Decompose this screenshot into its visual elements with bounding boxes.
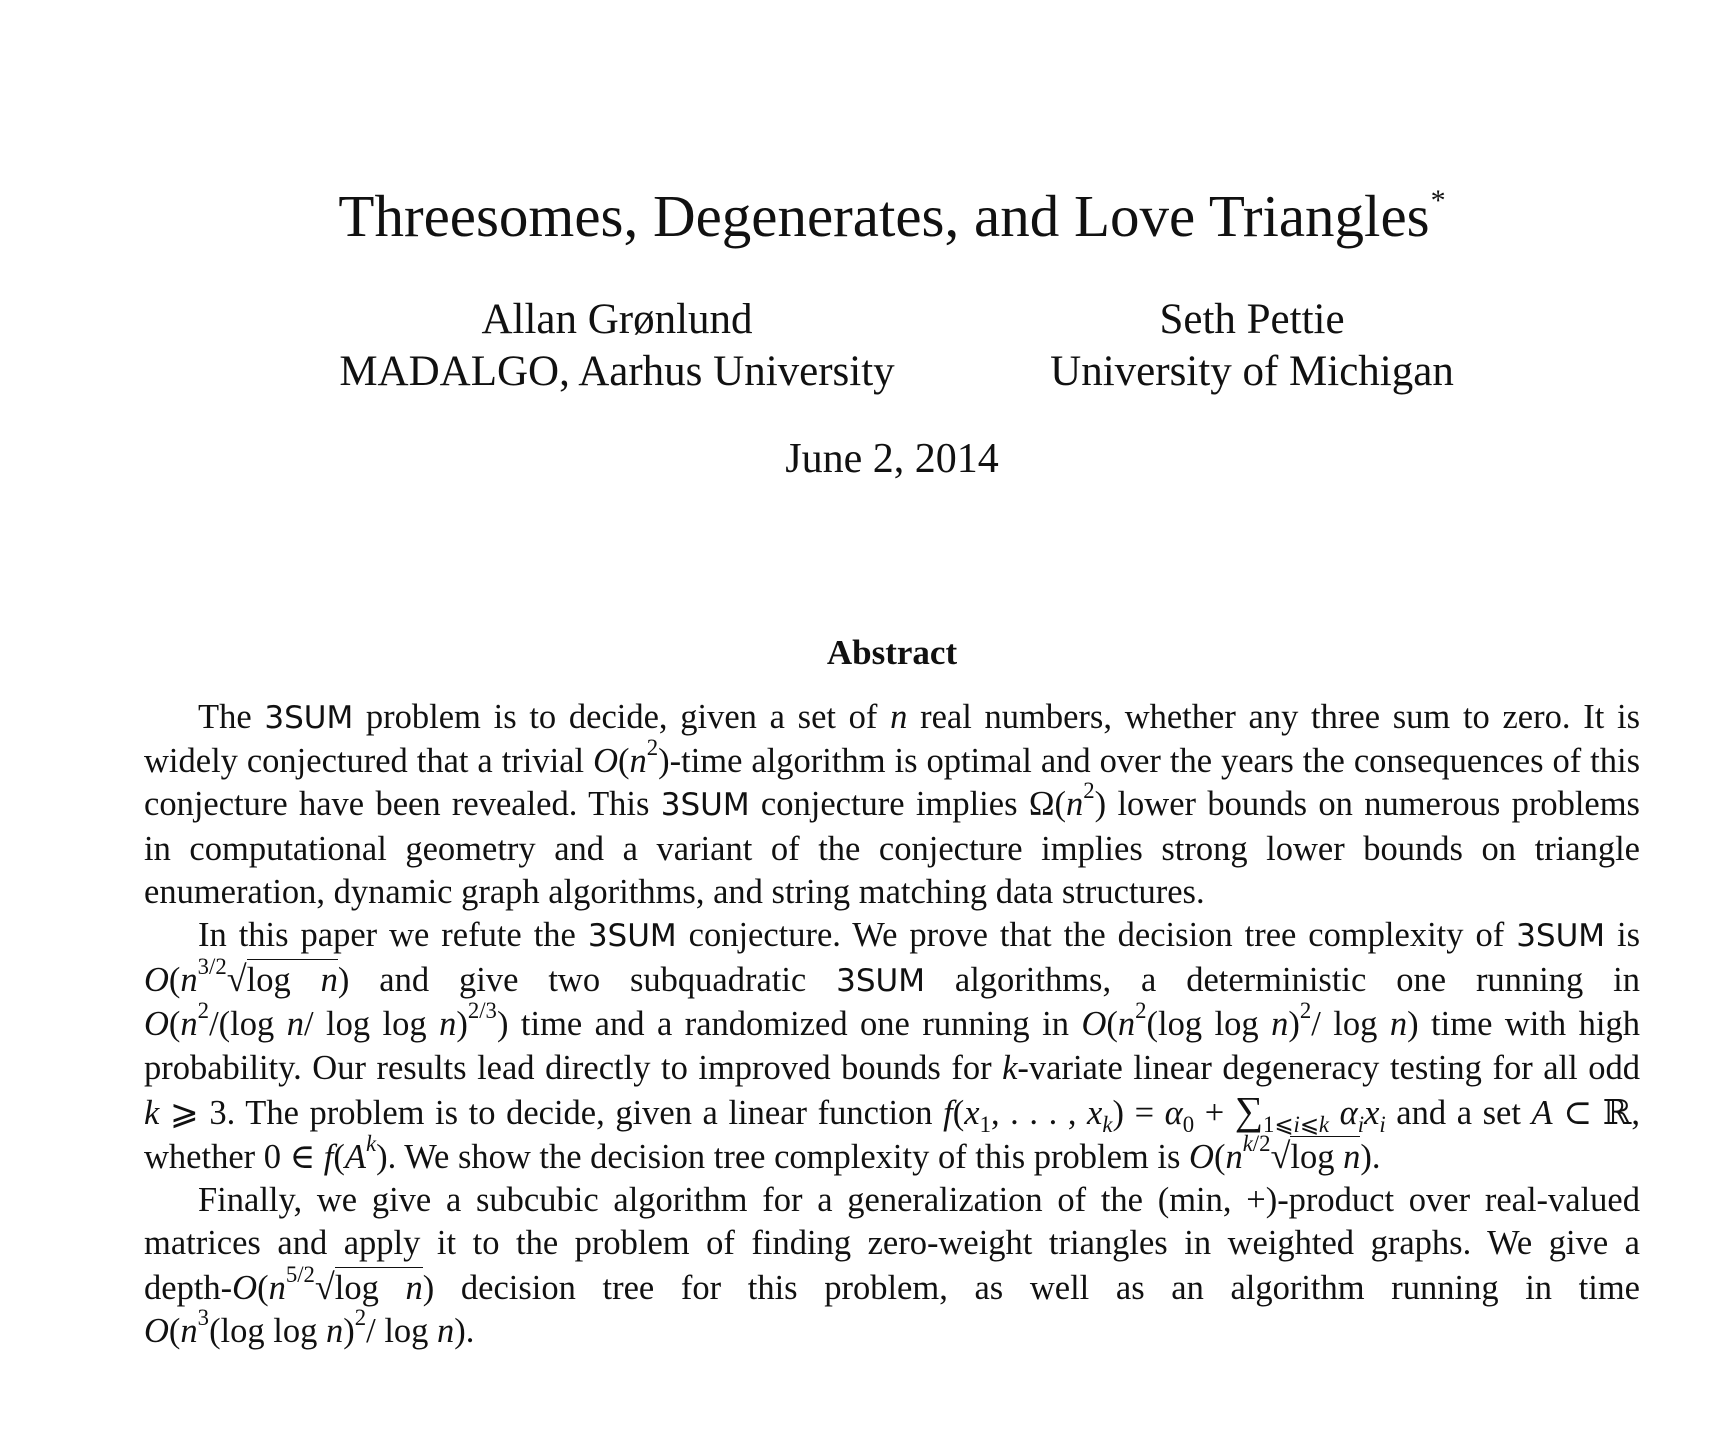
abstract-heading: Abstract — [826, 633, 958, 672]
abstract-body — [144, 696, 1640, 1353]
abstract-paragraph: Finally, we give a subcubic algorithm for a generalization of the (min, +)-product over real-valued matrices and apply it to the problem of finding zero-weight triangles in weighted graphs. We give a depth-$O(n^{5/2}√\log$ n) decision tree for this problem, as well as an algorithm running in time $O(n^3(\log$ log n)$^2$/ log n). — [144, 1181, 1640, 1350]
author-name: Seth Pettie — [1159, 296, 1345, 343]
paper-title-text: Threesomes, Degenerates, and Love Triangles — [338, 183, 1430, 249]
title-footnote-mark: * — [1430, 184, 1446, 217]
author-block-2 — [912, 294, 1592, 398]
author-affiliation: University of Michigan — [1050, 348, 1454, 395]
abstract-paragraph: The 3SUM problem is to decide, given a set of n real numbers, whether any three sum to zero. It is widely conjectured that a trivial $O(n^2)$-time algorithm is optimal and over the years the consequences of this conjecture have been revealed. This 3SUM conjecture implies $\Omega(n^2)$ lower bounds on numerous problems in computational geometry and a variant of the conjecture implies strong lower bounds on triangle enumeration, dynamic graph algorithms, and string matching data structures. — [144, 698, 1641, 911]
author-affiliation: MADALGO, Aarhus University — [339, 348, 895, 395]
author-name: Allan Grønlund — [481, 296, 753, 343]
abstract-paragraph: In this paper we refute the 3SUM conjecture. We prove that the decision tree complexity of 3SUM is $O(n^{3/2}√\log$ n) and give two subquadratic 3SUM algorithms, a deterministic one running in $O(n^2/(\log$ n/ log log n)$^{2/3}$) time and a randomized one running in $O(n^2(\log$ log n)$^2$/ log n) time with high probability. Our results lead directly to improved bounds for k-variate linear degeneracy testing for all odd k ⩾ 3. The problem is to decide, given a linear function $f(x_1$, . . . , $x_k) = \alpha_0 + \sum_{1⩽i⩽k}$ $\alpha_ix_i$ and a set A ⊂ ℝ, whether 0 ∈ $f(A^k)$. We show the decision tree complexity of this problem is $O(n^{k/2}√\log$ n). — [144, 916, 1641, 1177]
paper-title — [0, 166, 1720, 251]
author-block-1 — [277, 294, 957, 398]
paper-date: June 2, 2014 — [785, 436, 999, 482]
